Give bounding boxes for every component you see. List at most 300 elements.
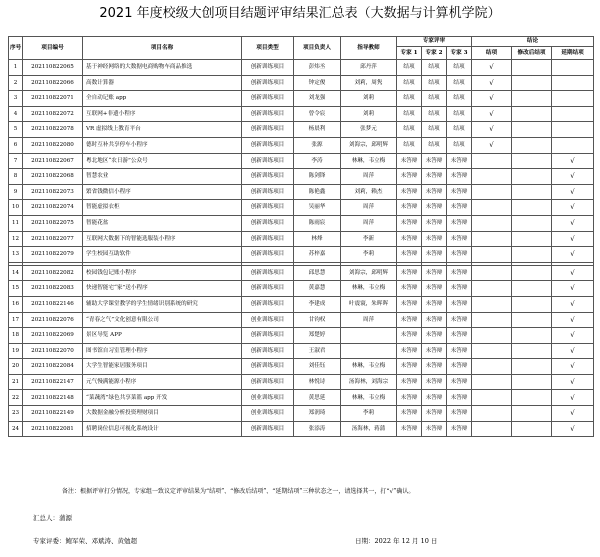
cell-conclusion-revise bbox=[512, 153, 552, 169]
cell-expert1: 未答辩 bbox=[397, 343, 422, 359]
cell-expert1: 未答辩 bbox=[397, 281, 422, 297]
cell-project-id: 202110822146 bbox=[23, 296, 83, 312]
cell-conclusion-revise bbox=[512, 184, 552, 200]
cell-conclusion-revise bbox=[512, 106, 552, 122]
header-advisor: 指导教师 bbox=[341, 37, 397, 60]
cell-expert3: 结项 bbox=[447, 60, 472, 76]
cell-conclusion-delay: √ bbox=[552, 312, 594, 328]
table-row bbox=[9, 374, 594, 390]
cell-conclusion-revise bbox=[512, 169, 552, 185]
cell-project-type: 创业训练项目 bbox=[242, 406, 294, 422]
cell-project-id: 202110822080 bbox=[23, 137, 83, 153]
cell-expert1: 未答辩 bbox=[397, 359, 422, 375]
page-title: 2021 年度校级大创项目结题评审结果汇总表（大数据与计算机学院） bbox=[99, 6, 501, 21]
cell-project-name: “青春之气”文化创意有限公司 bbox=[83, 312, 242, 328]
header-conclusion: 结论 bbox=[472, 37, 594, 47]
cell-expert1: 未答辩 bbox=[397, 406, 422, 422]
cell-project-type: 创新训练项目 bbox=[242, 200, 294, 216]
cell-expert2: 结项 bbox=[422, 122, 447, 138]
cell-advisor: 邱丹萍 bbox=[341, 60, 397, 76]
cell-project-name: 高数计算器 bbox=[83, 75, 242, 91]
cell-conclusion-pass bbox=[472, 215, 512, 231]
cell-expert2: 未答辩 bbox=[422, 390, 447, 406]
cell-project-id: 202110822070 bbox=[23, 343, 83, 359]
cell-project-id: 202110822068 bbox=[23, 169, 83, 185]
cell-project-name: 基于神经网络的大数据电商购物车商品推选 bbox=[83, 60, 242, 76]
cell-project-type: 创新训练项目 bbox=[242, 169, 294, 185]
cell-conclusion-delay: √ bbox=[552, 215, 594, 231]
cell-expert1: 结项 bbox=[397, 75, 422, 91]
cell-project-name: 招聘岗位信息可视化系统设计 bbox=[83, 421, 242, 437]
cell-expert1: 未答辩 bbox=[397, 184, 422, 200]
cell-expert3: 未答辩 bbox=[447, 265, 472, 281]
cell-expert2: 未答辩 bbox=[422, 343, 447, 359]
header-expert2: 专家 2 bbox=[422, 47, 447, 60]
cell-expert3: 未答辩 bbox=[447, 153, 472, 169]
cell-expert1: 未答辩 bbox=[397, 215, 422, 231]
cell-project-id: 202110822073 bbox=[23, 184, 83, 200]
cell-seq: 13 bbox=[9, 247, 23, 263]
cell-conclusion-pass bbox=[472, 359, 512, 375]
cell-advisor: 周萍 bbox=[341, 312, 397, 328]
cell-project-name: 德时互补共享停车小程序 bbox=[83, 137, 242, 153]
header-name: 项目名称 bbox=[83, 37, 242, 60]
cell-expert3: 未答辩 bbox=[447, 200, 472, 216]
cell-conclusion-revise bbox=[512, 406, 552, 422]
table-row bbox=[9, 60, 594, 76]
cell-project-id: 202110822083 bbox=[23, 281, 83, 297]
cell-conclusion-pass bbox=[472, 153, 512, 169]
cell-conclusion-delay bbox=[552, 137, 594, 153]
cell-expert3: 结项 bbox=[447, 137, 472, 153]
cell-advisor: 刘海宗，邱明辉 bbox=[341, 137, 397, 153]
cell-project-id: 202110822075 bbox=[23, 215, 83, 231]
cell-leader: 郑楚婷 bbox=[294, 328, 341, 344]
cell-conclusion-delay bbox=[552, 122, 594, 138]
cell-expert1: 未答辩 bbox=[397, 247, 422, 263]
table-row bbox=[9, 215, 594, 231]
cell-leader: 彭炜丞 bbox=[294, 60, 341, 76]
cell-expert3: 未答辩 bbox=[447, 343, 472, 359]
cell-conclusion-revise bbox=[512, 312, 552, 328]
cell-expert2: 结项 bbox=[422, 60, 447, 76]
table-row bbox=[9, 312, 594, 328]
cell-expert1: 未答辩 bbox=[397, 374, 422, 390]
cell-seq: 1 bbox=[9, 60, 23, 76]
cell-project-id: 202110822079 bbox=[23, 247, 83, 263]
header-conclusion-revise: 修改后结项 bbox=[512, 47, 552, 60]
cell-conclusion-revise bbox=[512, 122, 552, 138]
table-row bbox=[9, 296, 594, 312]
cell-advisor: 刘莉 bbox=[341, 91, 397, 107]
cell-expert2: 未答辩 bbox=[422, 281, 447, 297]
cell-project-name: 智慧农业 bbox=[83, 169, 242, 185]
cell-expert2: 未答辩 bbox=[422, 328, 447, 344]
cell-conclusion-pass bbox=[472, 390, 512, 406]
cell-leader: 郑润琦 bbox=[294, 406, 341, 422]
cell-expert2: 未答辩 bbox=[422, 200, 447, 216]
cell-expert1: 未答辩 bbox=[397, 296, 422, 312]
cell-advisor: 周萍 bbox=[341, 169, 397, 185]
cell-conclusion-delay: √ bbox=[552, 406, 594, 422]
cell-expert3: 未答辩 bbox=[447, 406, 472, 422]
cell-seq: 11 bbox=[9, 215, 23, 231]
cell-project-id: 202110822082 bbox=[23, 265, 83, 281]
cell-conclusion-revise bbox=[512, 231, 552, 247]
cell-seq: 8 bbox=[9, 169, 23, 185]
cell-leader: 陈雨宸 bbox=[294, 215, 341, 231]
cell-conclusion-revise bbox=[512, 247, 552, 263]
cell-project-id: 202110822081 bbox=[23, 421, 83, 437]
cell-project-name: 智能花盆 bbox=[83, 215, 242, 231]
cell-conclusion-revise bbox=[512, 328, 552, 344]
cell-project-id: 202110822084 bbox=[23, 359, 83, 375]
cell-seq: 6 bbox=[9, 137, 23, 153]
cell-expert2: 未答辩 bbox=[422, 374, 447, 390]
cell-conclusion-delay: √ bbox=[552, 296, 594, 312]
cell-project-name: 粤北地区“农日游”公众号 bbox=[83, 153, 242, 169]
table-row bbox=[9, 200, 594, 216]
cell-project-type: 创新训练项目 bbox=[242, 296, 294, 312]
cell-conclusion-delay bbox=[552, 75, 594, 91]
cell-project-id: 202110822065 bbox=[23, 60, 83, 76]
cell-leader: 陈艳鑫 bbox=[294, 184, 341, 200]
review-table bbox=[8, 36, 594, 437]
cell-seq: 3 bbox=[9, 91, 23, 107]
table-header bbox=[9, 37, 594, 60]
cell-expert2: 未答辩 bbox=[422, 359, 447, 375]
cell-seq: 19 bbox=[9, 343, 23, 359]
cell-conclusion-revise bbox=[512, 281, 552, 297]
cell-expert2: 未答辩 bbox=[422, 247, 447, 263]
cell-advisor: 林琳，韦立梅 bbox=[341, 359, 397, 375]
cell-project-type: 创新训练项目 bbox=[242, 106, 294, 122]
cell-conclusion-revise bbox=[512, 265, 552, 281]
cell-conclusion-pass bbox=[472, 281, 512, 297]
cell-expert2: 结项 bbox=[422, 91, 447, 107]
cell-conclusion-delay: √ bbox=[552, 231, 594, 247]
cell-conclusion-revise bbox=[512, 374, 552, 390]
cell-expert1: 未答辩 bbox=[397, 421, 422, 437]
cell-seq: 16 bbox=[9, 296, 23, 312]
cell-advisor: 叶震寰，朱晖晖 bbox=[341, 296, 397, 312]
cell-project-type: 创新训练项目 bbox=[242, 215, 294, 231]
cell-project-id: 202110822078 bbox=[23, 122, 83, 138]
cell-conclusion-pass: √ bbox=[472, 106, 512, 122]
cell-conclusion-pass: √ bbox=[472, 60, 512, 76]
cell-project-id: 202110822076 bbox=[23, 312, 83, 328]
cell-project-type: 创新训练项目 bbox=[242, 122, 294, 138]
table-body bbox=[9, 60, 594, 437]
cell-leader: 王淑君 bbox=[294, 343, 341, 359]
cell-seq: 21 bbox=[9, 374, 23, 390]
cell-expert3: 未答辩 bbox=[447, 359, 472, 375]
cell-conclusion-pass bbox=[472, 200, 512, 216]
table-row bbox=[9, 106, 594, 122]
cell-seq: 17 bbox=[9, 312, 23, 328]
cell-advisor: 汤海林，蒋蒲 bbox=[341, 421, 397, 437]
cell-advisor: 周萍 bbox=[341, 215, 397, 231]
cell-conclusion-revise bbox=[512, 200, 552, 216]
cell-leader: 刘龙强 bbox=[294, 91, 341, 107]
cell-conclusion-revise bbox=[512, 359, 552, 375]
cell-expert3: 结项 bbox=[447, 91, 472, 107]
cell-leader: 曾令宸 bbox=[294, 106, 341, 122]
table-row bbox=[9, 122, 594, 138]
cell-conclusion-pass bbox=[472, 312, 512, 328]
cell-expert1: 结项 bbox=[397, 122, 422, 138]
cell-project-type: 创新训练项目 bbox=[242, 153, 294, 169]
cell-conclusion-pass: √ bbox=[472, 137, 512, 153]
cell-project-id: 202110822066 bbox=[23, 75, 83, 91]
cell-expert2: 未答辩 bbox=[422, 169, 447, 185]
cell-project-type: 创业训练项目 bbox=[242, 312, 294, 328]
cell-conclusion-delay: √ bbox=[552, 374, 594, 390]
cell-expert2: 未答辩 bbox=[422, 215, 447, 231]
cell-leader: 李建成 bbox=[294, 296, 341, 312]
cell-project-type: 创新训练项目 bbox=[242, 265, 294, 281]
table-row bbox=[9, 137, 594, 153]
cell-conclusion-revise bbox=[512, 421, 552, 437]
cell-seq: 23 bbox=[9, 406, 23, 422]
cell-conclusion-delay: √ bbox=[552, 328, 594, 344]
table-row bbox=[9, 359, 594, 375]
cell-project-name: 大学生智能家居服务项目 bbox=[83, 359, 242, 375]
cell-project-id: 202110822149 bbox=[23, 406, 83, 422]
cell-project-type: 创新训练项目 bbox=[242, 137, 294, 153]
cell-expert1: 结项 bbox=[397, 137, 422, 153]
table-row bbox=[9, 247, 594, 263]
cell-expert3: 未答辩 bbox=[447, 231, 472, 247]
cell-leader: 张添涛 bbox=[294, 421, 341, 437]
cell-expert3: 未答辩 bbox=[447, 312, 472, 328]
header-type: 项目类型 bbox=[242, 37, 294, 60]
cell-conclusion-pass: √ bbox=[472, 122, 512, 138]
cell-expert1: 未答辩 bbox=[397, 328, 422, 344]
cell-expert1: 结项 bbox=[397, 60, 422, 76]
cell-leader: 邱思慧 bbox=[294, 265, 341, 281]
cell-conclusion-delay: √ bbox=[552, 359, 594, 375]
cell-expert2: 结项 bbox=[422, 106, 447, 122]
cell-seq: 24 bbox=[9, 421, 23, 437]
cell-project-name: 全自动记账 app bbox=[83, 91, 242, 107]
cell-expert2: 未答辩 bbox=[422, 153, 447, 169]
cell-advisor: 刘莉，赖杰 bbox=[341, 184, 397, 200]
cell-leader: 李涛 bbox=[294, 153, 341, 169]
cell-seq: 7 bbox=[9, 153, 23, 169]
cell-expert3: 未答辩 bbox=[447, 328, 472, 344]
cell-project-type: 创新训练项目 bbox=[242, 343, 294, 359]
cell-expert2: 未答辩 bbox=[422, 184, 447, 200]
cell-expert2: 结项 bbox=[422, 137, 447, 153]
header-leader: 项目负责人 bbox=[294, 37, 341, 60]
cell-project-id: 202110822067 bbox=[23, 153, 83, 169]
cell-advisor: 刘莉 bbox=[341, 106, 397, 122]
cell-expert1: 结项 bbox=[397, 91, 422, 107]
cell-project-id: 202110822072 bbox=[23, 106, 83, 122]
cell-expert1: 未答辩 bbox=[397, 200, 422, 216]
cell-project-name: 学生校园互助软件 bbox=[83, 247, 242, 263]
cell-conclusion-revise bbox=[512, 390, 552, 406]
cell-conclusion-pass bbox=[472, 184, 512, 200]
table-row bbox=[9, 153, 594, 169]
cell-conclusion-revise bbox=[512, 75, 552, 91]
cell-advisor: 刘莉，周隽 bbox=[341, 75, 397, 91]
footer-date: 日期：2022 年 12 月 10 日 bbox=[355, 537, 438, 545]
cell-conclusion-revise bbox=[512, 60, 552, 76]
cell-conclusion-delay: √ bbox=[552, 247, 594, 263]
cell-advisor: 汤海林，刘海宗 bbox=[341, 374, 397, 390]
cell-leader: 杨晨利 bbox=[294, 122, 341, 138]
cell-seq: 15 bbox=[9, 281, 23, 297]
cell-expert1: 未答辩 bbox=[397, 153, 422, 169]
cell-project-id: 202110822147 bbox=[23, 374, 83, 390]
cell-conclusion-revise bbox=[512, 137, 552, 153]
cell-conclusion-revise bbox=[512, 215, 552, 231]
cell-conclusion-delay: √ bbox=[552, 184, 594, 200]
cell-conclusion-delay bbox=[552, 106, 594, 122]
table-row bbox=[9, 406, 594, 422]
cell-leader: 黄思延 bbox=[294, 390, 341, 406]
cell-conclusion-pass bbox=[472, 231, 512, 247]
header-id: 项目编号 bbox=[23, 37, 83, 60]
cell-project-type: 创新训练项目 bbox=[242, 91, 294, 107]
cell-project-type: 创新训练项目 bbox=[242, 359, 294, 375]
cell-project-name: 图书馆自习室管理小程序 bbox=[83, 343, 242, 359]
cell-project-id: 202110822077 bbox=[23, 231, 83, 247]
cell-conclusion-pass: √ bbox=[472, 91, 512, 107]
cell-conclusion-delay: √ bbox=[552, 200, 594, 216]
cell-project-id: 202110822148 bbox=[23, 390, 83, 406]
cell-project-type: 创新训练项目 bbox=[242, 328, 294, 344]
cell-expert1: 结项 bbox=[397, 106, 422, 122]
cell-expert2: 未答辩 bbox=[422, 265, 447, 281]
table-row bbox=[9, 169, 594, 185]
cell-leader: 吴丽华 bbox=[294, 200, 341, 216]
cell-conclusion-delay: √ bbox=[552, 265, 594, 281]
table-row bbox=[9, 231, 594, 247]
cell-project-name: 繁省钱微信小程序 bbox=[83, 184, 242, 200]
cell-conclusion-revise bbox=[512, 343, 552, 359]
cell-conclusion-pass bbox=[472, 374, 512, 390]
table-row bbox=[9, 184, 594, 200]
cell-advisor: 刘海宗，邱明辉 bbox=[341, 265, 397, 281]
cell-conclusion-revise bbox=[512, 296, 552, 312]
cell-expert3: 未答辩 bbox=[447, 215, 472, 231]
cell-expert2: 未答辩 bbox=[422, 312, 447, 328]
header-expert3: 专家 3 bbox=[447, 47, 472, 60]
footer-experts: 专家评委：鲍军荣、邓斌涛、黄勉超 bbox=[33, 537, 137, 545]
cell-expert3: 未答辩 bbox=[447, 390, 472, 406]
cell-seq: 12 bbox=[9, 231, 23, 247]
cell-leader: 张源 bbox=[294, 137, 341, 153]
cell-conclusion-pass bbox=[472, 296, 512, 312]
cell-advisor: 李新 bbox=[341, 231, 397, 247]
cell-leader: 陈剑锋 bbox=[294, 169, 341, 185]
cell-seq: 2 bbox=[9, 75, 23, 91]
header-expert1: 专家 1 bbox=[397, 47, 422, 60]
cell-expert3: 未答辩 bbox=[447, 247, 472, 263]
cell-leader: 甘钧权 bbox=[294, 312, 341, 328]
cell-seq: 18 bbox=[9, 328, 23, 344]
cell-expert3: 未答辩 bbox=[447, 296, 472, 312]
cell-seq: 20 bbox=[9, 359, 23, 375]
header-expert-group: 专家评审 bbox=[397, 37, 472, 47]
cell-expert3: 未答辩 bbox=[447, 374, 472, 390]
cell-advisor: 李莉 bbox=[341, 247, 397, 263]
cell-conclusion-pass bbox=[472, 265, 512, 281]
cell-project-type: 创新训练项目 bbox=[242, 247, 294, 263]
cell-conclusion-delay: √ bbox=[552, 390, 594, 406]
header-seq: 序号 bbox=[9, 37, 23, 60]
table-row bbox=[9, 91, 594, 107]
table-row bbox=[9, 421, 594, 437]
cell-expert1: 未答辩 bbox=[397, 312, 422, 328]
cell-conclusion-delay: √ bbox=[552, 421, 594, 437]
cell-advisor: 林琳，韦立梅 bbox=[341, 390, 397, 406]
cell-leader: 黄嘉慧 bbox=[294, 281, 341, 297]
cell-advisor: 林琳，韦立梅 bbox=[341, 153, 397, 169]
cell-expert1: 未答辩 bbox=[397, 390, 422, 406]
cell-advisor: 张梦元 bbox=[341, 122, 397, 138]
cell-leader: 苏梓嘉 bbox=[294, 247, 341, 263]
cell-project-type: 创业训练项目 bbox=[242, 390, 294, 406]
cell-expert2: 未答辩 bbox=[422, 421, 447, 437]
cell-seq: 4 bbox=[9, 106, 23, 122]
cell-project-id: 202110822069 bbox=[23, 328, 83, 344]
cell-project-type: 创新训练项目 bbox=[242, 231, 294, 247]
header-conclusion-pass: 结项 bbox=[472, 47, 512, 60]
cell-expert2: 未答辩 bbox=[422, 231, 447, 247]
cell-conclusion-pass bbox=[472, 169, 512, 185]
cell-expert3: 未答辩 bbox=[447, 169, 472, 185]
cell-project-name: 智能虚拟衣柜 bbox=[83, 200, 242, 216]
cell-expert2: 结项 bbox=[422, 75, 447, 91]
cell-conclusion-delay: √ bbox=[552, 281, 594, 297]
cell-conclusion-pass: √ bbox=[472, 75, 512, 91]
cell-leader: 林悦诗 bbox=[294, 374, 341, 390]
cell-project-name: 大数据金融分析投资理财项目 bbox=[83, 406, 242, 422]
cell-advisor: 周萍 bbox=[341, 200, 397, 216]
cell-project-name: 辅助大学课堂教学的学生情绪识别系统的研究 bbox=[83, 296, 242, 312]
cell-project-name: VR 虚拟线上教育平台 bbox=[83, 122, 242, 138]
table-row bbox=[9, 265, 594, 281]
cell-project-type: 创新训练项目 bbox=[242, 374, 294, 390]
cell-project-name: “菜蔬湾”绿色共享菜篮 app 开发 bbox=[83, 390, 242, 406]
cell-advisor: 林琳，韦立梅 bbox=[341, 281, 397, 297]
cell-expert3: 未答辩 bbox=[447, 421, 472, 437]
cell-expert1: 未答辩 bbox=[397, 169, 422, 185]
cell-expert3: 结项 bbox=[447, 75, 472, 91]
footer-summarizer: 汇总人：蒲源 bbox=[33, 514, 72, 522]
cell-expert1: 未答辩 bbox=[397, 231, 422, 247]
cell-conclusion-delay: √ bbox=[552, 169, 594, 185]
cell-project-id: 202110822074 bbox=[23, 200, 83, 216]
cell-expert1: 未答辩 bbox=[397, 265, 422, 281]
cell-seq: 22 bbox=[9, 390, 23, 406]
cell-expert3: 未答辩 bbox=[447, 184, 472, 200]
cell-project-type: 创新训练项目 bbox=[242, 281, 294, 297]
cell-conclusion-pass bbox=[472, 328, 512, 344]
cell-project-name: 校园钱包记账小程序 bbox=[83, 265, 242, 281]
cell-seq: 9 bbox=[9, 184, 23, 200]
cell-project-name: 景区导览 APP bbox=[83, 328, 242, 344]
cell-conclusion-pass bbox=[472, 343, 512, 359]
cell-project-type: 创新训练项目 bbox=[242, 60, 294, 76]
table-row bbox=[9, 343, 594, 359]
cell-advisor bbox=[341, 328, 397, 344]
cell-conclusion-pass bbox=[472, 247, 512, 263]
